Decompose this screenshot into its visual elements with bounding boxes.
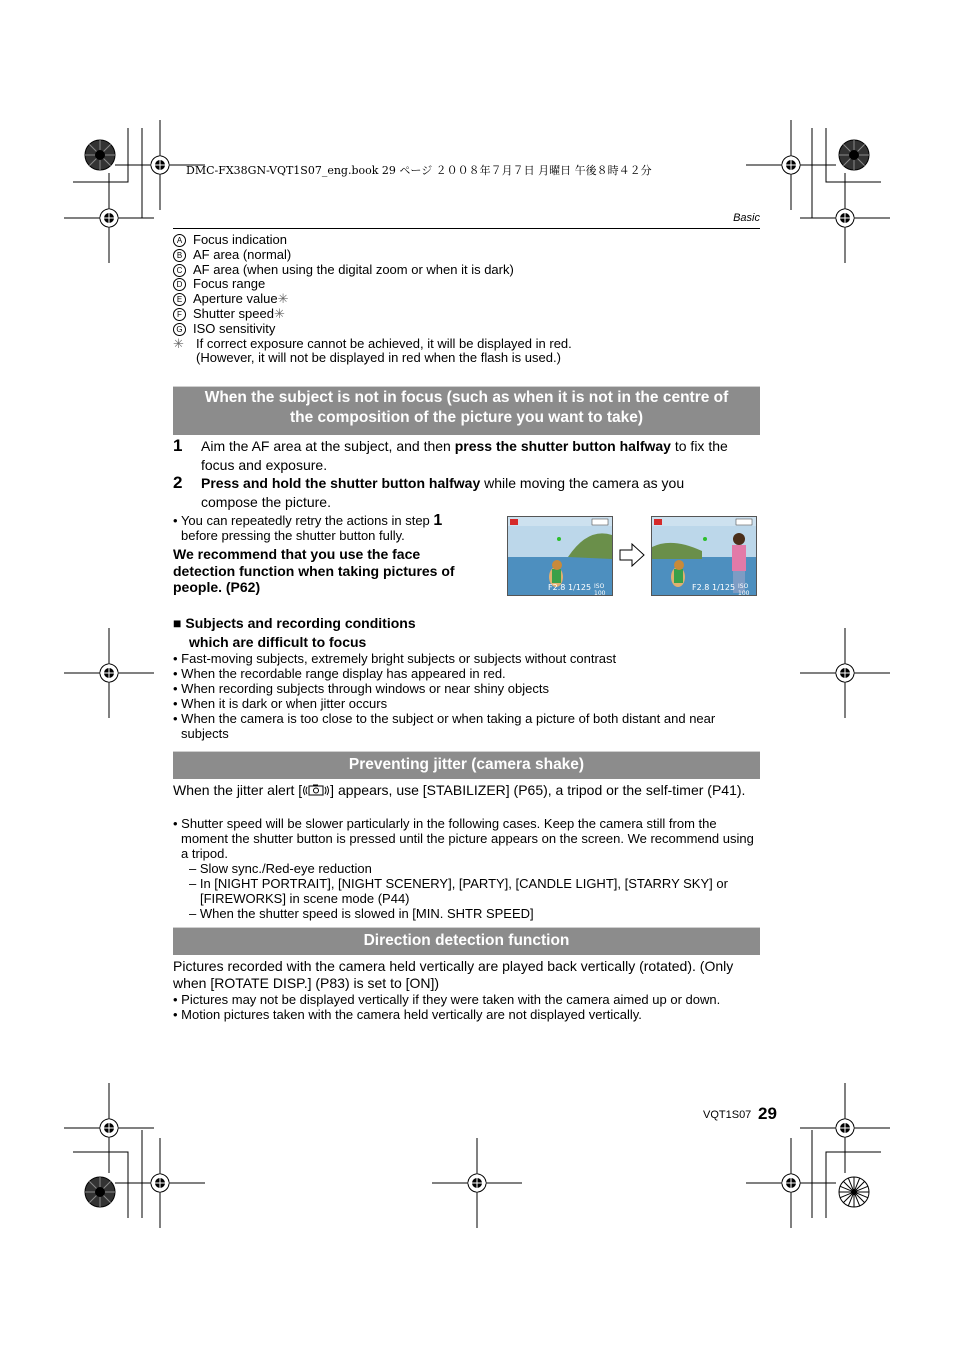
legend-note <box>173 337 773 367</box>
step-2 <box>173 474 733 512</box>
list-item-text: Shutter speed will be slower particularly in the following cases. Keep the camera still from the moment the shutter button is pressed until the picture appears on the screen. We recommend using a tripod. <box>181 816 754 861</box>
list-item: • When it is dark or when jitter occurs <box>173 696 388 711</box>
list-item: • Fast-moving subjects, extremely bright subjects or subjects without contrast <box>173 651 617 666</box>
list-item-text: Motion pictures taken with the camera held vertically are not displayed vertically. <box>181 1007 642 1022</box>
printer-info-line: DMC-FX38GN-VQT1S07_eng.book 29 ページ ２００８年７月７日 月曜日 午後８時４２分 <box>186 164 652 177</box>
asterisk-mark: ✳ <box>173 335 184 351</box>
list-item-text: Slow sync./Red-eye reduction <box>199 861 372 876</box>
section-label: Basic <box>733 212 760 224</box>
step-number: 1 <box>173 436 183 455</box>
iso-readout: ISO 100 <box>594 583 606 596</box>
shutter-readout: 1/125 <box>568 583 592 592</box>
difficult-subjects-list <box>173 651 763 741</box>
legend-text: Focus range <box>193 276 266 292</box>
legend-item <box>173 322 773 337</box>
legend-letter: E <box>173 293 186 306</box>
legend-item <box>173 233 773 248</box>
legend-note-line1: If correct exposure cannot be achieved, it will be displayed in red. <box>196 335 572 351</box>
model-code: VQT1S07 <box>703 1109 752 1121</box>
list-item-text: Pictures may not be displayed vertically if they were taken with the camera aimed up or down. <box>181 992 721 1007</box>
step-text: to fix the focus and exposure. <box>201 438 728 473</box>
direction-intro: Pictures recorded with the camera held vertically are played back vertically (rotated). (Only when [ROTATE DISP.] (P83) is set to [ON]) <box>173 958 734 991</box>
list-item: – Slow sync./Red-eye reduction <box>189 861 372 876</box>
heading-line: Subjects and recording conditions <box>185 615 416 631</box>
shutter-readout: 1/125 <box>712 583 736 592</box>
legend-item <box>173 292 773 307</box>
intro-text: ] appears, use [STABILIZER] (P65), a tripod or the self-timer (P41). <box>330 782 746 798</box>
legend-text: AF area (when using the digital zoom or when it is dark) <box>193 261 514 277</box>
legend-text: Focus indication <box>193 232 287 247</box>
list-item-text: In [NIGHT PORTRAIT], [NIGHT SCENERY], [PARTY], [CANDLE LIGHT], [STARRY SKY] or [FIREWORKS] in scene mode (P44) <box>199 876 728 906</box>
legend-letter: C <box>173 264 186 277</box>
header-rule <box>173 228 760 229</box>
square-bullet-icon: ■ <box>173 615 186 631</box>
jitter-alert-icon <box>302 784 330 796</box>
camera-screen-before <box>507 516 613 596</box>
jitter-notes <box>173 816 763 921</box>
section-heading-focus <box>173 386 760 435</box>
legend-item <box>173 277 773 292</box>
list-item-text: When the shutter speed is slowed in [MIN. SHTR SPEED] <box>199 906 534 921</box>
section-heading-jitter: Preventing jitter (camera shake) <box>173 751 760 779</box>
section-heading-direction: Direction detection function <box>173 927 760 955</box>
iso-readout: ISO 100 <box>738 583 750 596</box>
list-item: – When the shutter speed is slowed in [MIN. SHTR SPEED] <box>189 906 534 921</box>
list-item: • When recording subjects through windows or near shiny objects <box>173 681 549 696</box>
screen-legend <box>173 233 773 366</box>
step-text-bold: press the shutter button halfway <box>454 438 671 454</box>
list-item: • Shutter speed will be slower particularly in the following cases. Keep the camera still from the moment the shutter button is pressed until the picture appears on the screen. We recommend using a tripod. <box>173 816 754 861</box>
asterisk-mark: ✳ <box>273 305 285 321</box>
legend-letter: D <box>173 278 186 291</box>
heading-line: When the subject is not in focus (such as when it is not in the centre of <box>204 389 729 406</box>
list-item: • Motion pictures taken with the camera held vertically are not displayed vertically. <box>173 1007 642 1022</box>
difficult-subjects-heading <box>173 614 416 652</box>
intro-text: When the jitter alert [ <box>173 782 303 798</box>
step-text-bold: Press and hold the shutter button halfway <box>201 475 481 491</box>
legend-text: Shutter speed <box>193 305 274 321</box>
heading-line: which are difficult to focus <box>189 634 367 650</box>
list-item-text: When recording subjects through windows or near shiny objects <box>181 681 549 696</box>
page-number: 29 <box>758 1104 777 1123</box>
retry-note: • You can repeatedly retry the actions in step 1 before pressing the shutter button fully. <box>173 512 443 543</box>
legend-letter: A <box>173 234 186 247</box>
legend-letter: F <box>173 308 186 321</box>
aperture-readout: F2.8 <box>548 583 566 592</box>
note-text: You can repeatedly retry the actions in step <box>180 513 434 528</box>
note-text: before pressing the shutter button fully. <box>181 528 405 543</box>
list-item: • When the recordable range display has appeared in red. <box>173 666 506 681</box>
step-text: while moving the camera as you compose the picture. <box>201 475 685 510</box>
aperture-readout: F2.8 <box>692 583 710 592</box>
legend-text: Aperture value <box>193 291 278 307</box>
legend-letter: B <box>173 249 186 262</box>
list-item-text: When the camera is too close to the subject or when taking a picture of both distant and near subjects <box>181 711 716 741</box>
asterisk-mark: ✳ <box>277 291 289 307</box>
list-item-text: When it is dark or when jitter occurs <box>181 696 388 711</box>
step-1 <box>173 437 763 475</box>
heading-line: the composition of the picture you want to take) <box>289 409 644 426</box>
face-detection-recommendation: We recommend that you use the face detection function when taking pictures of people. (P62) <box>173 546 455 595</box>
step-number: 2 <box>173 473 183 492</box>
list-item: – In [NIGHT PORTRAIT], [NIGHT SCENERY], [PARTY], [CANDLE LIGHT], [STARRY SKY] or [FIREWORKS] in scene mode (P44) <box>189 876 728 906</box>
step-ref: 1 <box>433 512 443 529</box>
legend-item <box>173 307 773 322</box>
legend-letter: G <box>173 323 186 336</box>
legend-note-line2: (However, it will not be displayed in red when the flash is used.) <box>196 350 561 366</box>
camera-screen-after <box>651 516 757 596</box>
direction-notes <box>173 992 773 1022</box>
legend-text: AF area (normal) <box>193 246 292 262</box>
legend-text: ISO sensitivity <box>193 320 276 336</box>
legend-item <box>173 263 773 278</box>
list-item-text: Fast-moving subjects, extremely bright subjects or subjects without contrast <box>181 651 617 666</box>
list-item: • When the camera is too close to the subject or when taking a picture of both distant and near subjects <box>173 711 716 741</box>
list-item-text: When the recordable range display has appeared in red. <box>181 666 506 681</box>
list-item: • Pictures may not be displayed vertically if they were taken with the camera aimed up or down. <box>173 992 721 1007</box>
jitter-intro <box>173 782 763 799</box>
legend-item <box>173 248 773 263</box>
arrow-right-icon <box>619 543 645 567</box>
step-text: Aim the AF area at the subject, and then <box>201 438 455 454</box>
